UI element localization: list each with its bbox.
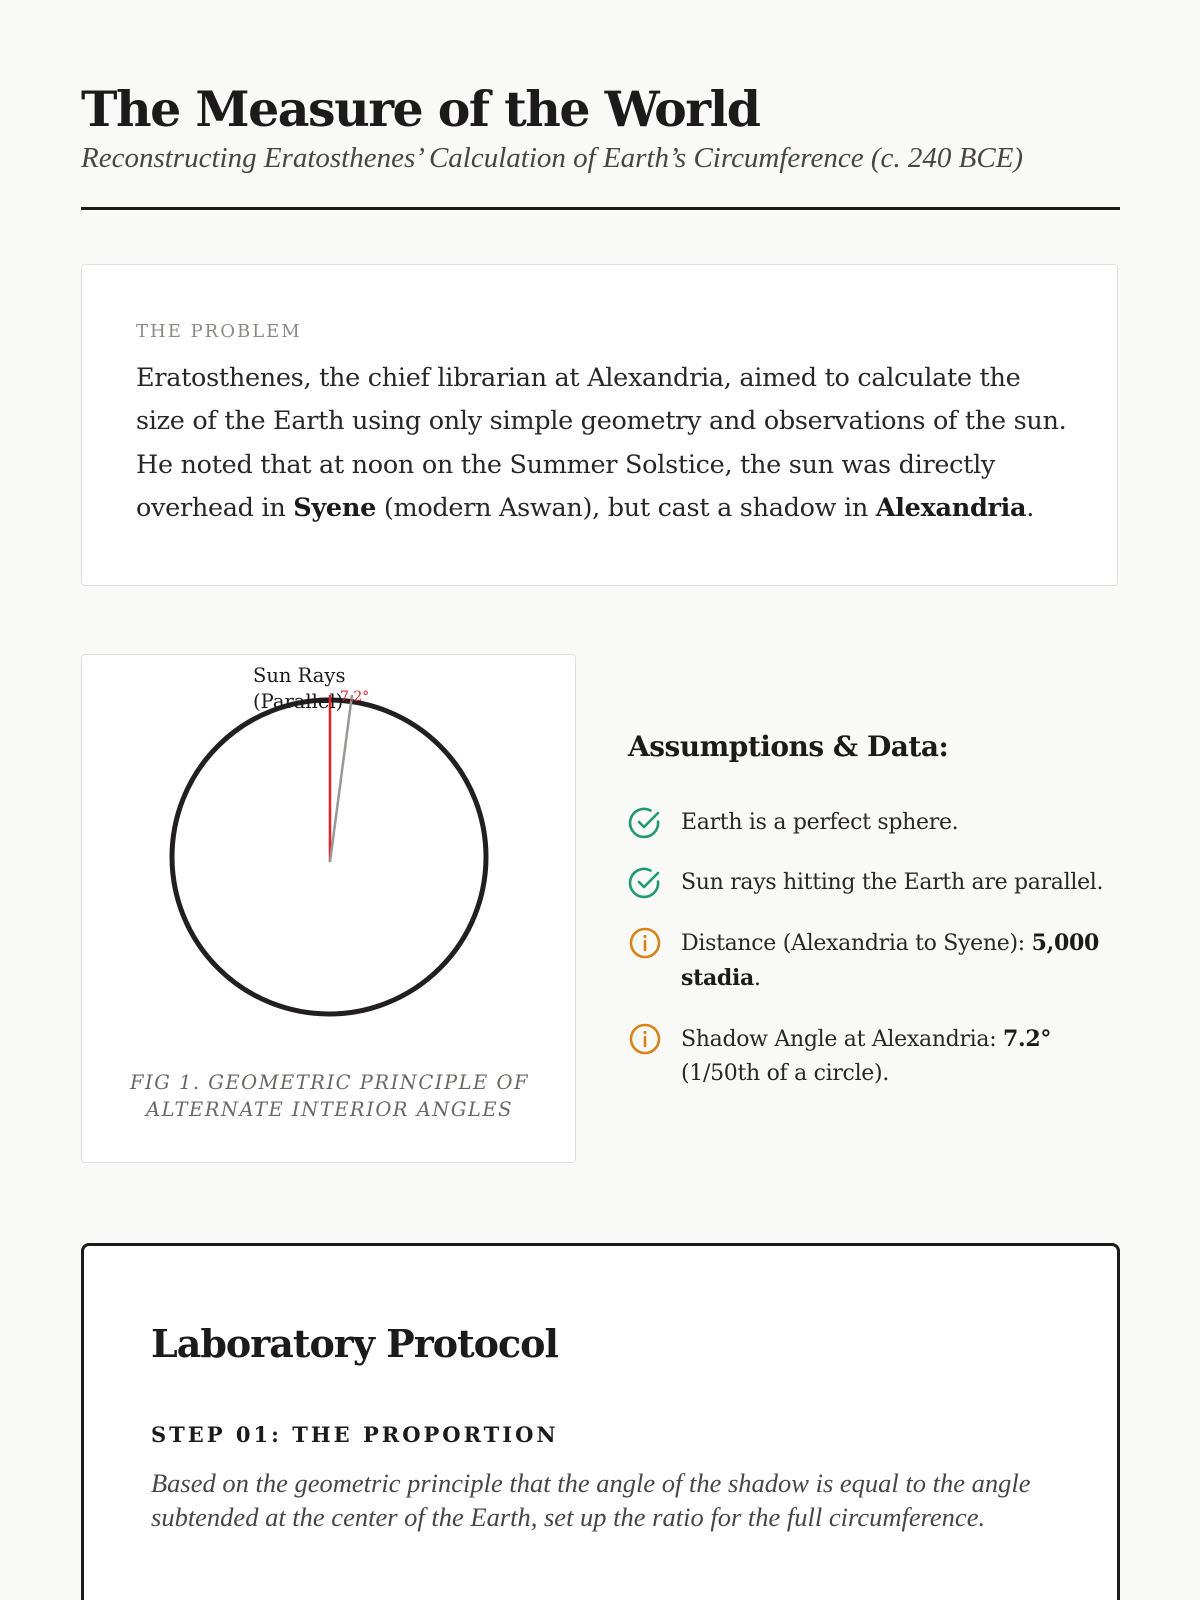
assumption-value: 7.2° bbox=[1003, 1026, 1052, 1052]
problem-text bbox=[136, 357, 1071, 530]
info-circle-icon bbox=[628, 1022, 662, 1056]
protocol-title: Laboratory Protocol bbox=[151, 1321, 558, 1366]
parallel-label: (Parallel) bbox=[253, 690, 344, 713]
assumptions-panel bbox=[628, 730, 1120, 1086]
assumption-text: Earth is a perfect sphere. bbox=[681, 810, 959, 835]
problem-label: THE PROBLEM bbox=[136, 321, 302, 342]
problem-card bbox=[81, 264, 1118, 586]
problem-syene: Syene bbox=[293, 492, 377, 523]
problem-text-part-2: (modern Aswan), but cast a shadow in bbox=[376, 492, 876, 523]
page-title: The Measure of the World bbox=[81, 80, 760, 138]
check-circle-icon bbox=[628, 806, 662, 840]
assumption-text: Sun rays hitting the Earth are parallel. bbox=[681, 870, 1104, 895]
problem-text-part-3: . bbox=[1026, 492, 1035, 523]
assumptions-heading: Assumptions & Data: bbox=[628, 730, 949, 763]
sun-rays-label: Sun Rays bbox=[253, 664, 346, 687]
assumption-item bbox=[628, 1022, 1120, 1091]
assumption-item bbox=[628, 926, 1120, 996]
assumption-text: Distance (Alexandria to Syene): bbox=[681, 931, 1032, 956]
problem-alexandria: Alexandria bbox=[875, 492, 1027, 523]
assumption-text-end: (1/50th of a circle). bbox=[681, 1061, 890, 1086]
assumption-item bbox=[628, 806, 1120, 840]
figure-caption: FIG 1. GEOMETRIC PRINCIPLE OF ALTERNATE INTERIOR ANGLES bbox=[129, 1071, 530, 1121]
step-title: STEP 01: THE PROPORTION bbox=[151, 1422, 559, 1447]
assumption-text-end: . bbox=[754, 966, 761, 991]
protocol-card bbox=[81, 1243, 1120, 1600]
assumption-value: 5,000 stadia bbox=[681, 930, 1099, 991]
alexandria-ray-line bbox=[330, 695, 352, 862]
assumption-list bbox=[628, 806, 1120, 1117]
angle-label: 7.2° bbox=[340, 689, 370, 705]
earth-diagram bbox=[82, 655, 577, 1075]
figure-card bbox=[81, 654, 576, 1163]
check-circle-icon bbox=[628, 866, 662, 900]
problem-text-part-1: Eratosthenes, the chief librarian at Alexandria, aimed to calculate the size of the Earth using only simple geometry and observations of the sun. He noted that at noon on the Summer Solstice, the sun was directly overhead in bbox=[136, 363, 1067, 523]
page-subtitle: Reconstructing Eratosthenes’ Calculation of Earth’s Circumference (c. 240 BCE) bbox=[81, 142, 1024, 174]
header-divider bbox=[81, 207, 1120, 210]
info-circle-icon bbox=[628, 926, 662, 960]
step-description: Based on the geometric principle that the angle of the shadow is equal to the angle subtended at the center of the Earth, set up the ratio for the full circumference. bbox=[151, 1468, 1031, 1532]
assumption-item bbox=[628, 866, 1120, 900]
assumption-text: Shadow Angle at Alexandria: bbox=[681, 1027, 1004, 1052]
